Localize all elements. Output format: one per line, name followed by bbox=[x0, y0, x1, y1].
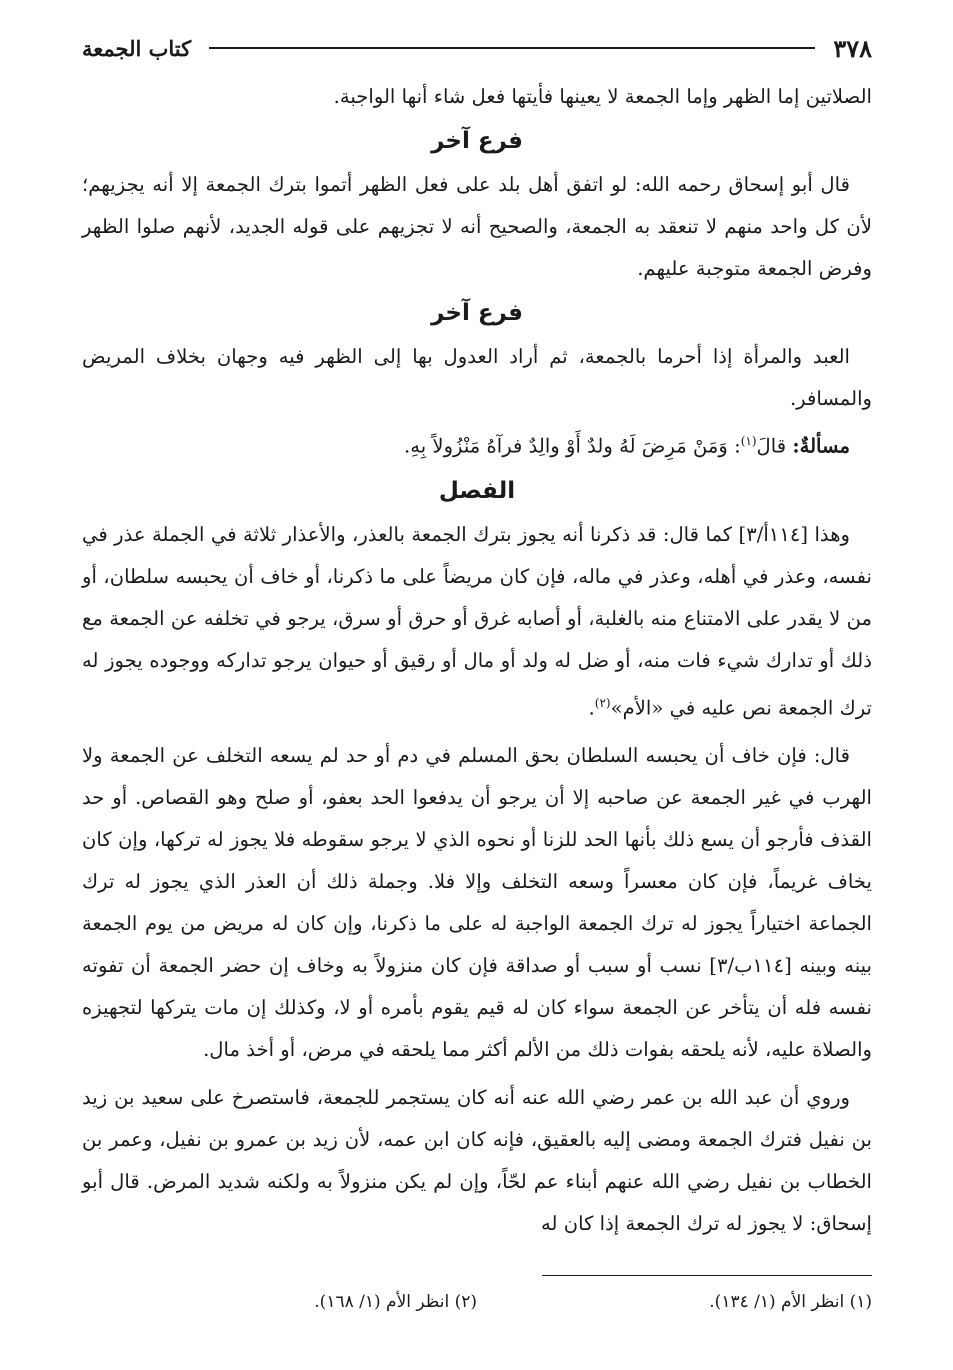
paragraph: العبد والمرأة إذا أحرما بالجمعة، ثم أراد العدول بها إلى الظهر فيه وجهان بخلاف المريض والمسافر. bbox=[82, 345, 872, 410]
masala-paragraph bbox=[82, 420, 872, 468]
paragraph: وروي أن عبد الله بن عمر رضي الله عنه أنه كان يستجمر للجمعة، فاستصرخ على سعيد بن زيد بن نفيل فترك الجمعة ومضى إليه بالعقيق، فإنه كان ابن عمه، لأن زيد بن عمرو بن نفيل، وعمر بن الخطاب بن نفيل رضي الله عنهم أبناء عم لحّاً، وإن لم يكن منزولاً به ولكنه شديد المرض. قال أبو إسحاق: لا يجوز له ترك الجمعة إذا كان له bbox=[82, 1086, 872, 1236]
paragraph: قال: فإن خاف أن يحبسه السلطان بحق المسلم في دم أو حد لم يسعه التخلف عن الجمعة ولا الهرب في غير الجمعة عن صاحبه إلا أن يرجو أن يدفعوا الحد بعفو، أو صلح وهو القصاص. أو حد القذف فأرجو أن يسع ذلك بأنها الحد للزنا أو نحوه الذي لا يرجو سقوطه فلا يجوز له تركها، وإن كان يخاف غريماً، فإن كان معسراً وسعه التخلف وإلا فلا. وجملة ذلك أن العذر الذي يجوز له ترك الجماعة اختياراً يجوز له ترك الجمعة الواجبة له على ما ذكرنا، وإن كان له مريض من يوم الجمعة بينه وبينه [١١٤ب/٣] نسب أو سبب أو صداقة فإن كان منزولاً به وخاف إن حضر الجمعة أن تفوته نفسه فله أن يتأخر عن الجمعة سواء كان له قيم يقوم بأمره أو لا، وكذلك إن مات يتركها لتجهيزه والصلاة عليه، لأنه يلحقه بفوات ذلك من الألم أكثر مما يلحقه في مرض، أو أخذ مال. bbox=[82, 744, 872, 1062]
section-heading: الفصل bbox=[438, 477, 516, 504]
footnotes bbox=[82, 1292, 872, 1312]
footnote-ref: (١) bbox=[740, 434, 757, 448]
page-body bbox=[82, 76, 872, 1245]
paragraph-text: وهذا [١١٤أ/٣] كما قال: قد ذكرنا أنه يجوز بترك الجمعة بالعذر، والأعذار ثلاثة في الجملة عذر في نفسه، وعذر في أهله، وعذر في ماله، فإن كان مريضاً على ما ذكرنا، أو خاف أن يحبسه سلطان، أو من لا يقدر على الامتناع منه بالغلبة، أو أصابه غرق أو حرق أو سرق، يرجو في تخلفه عن الجمعة مع ذلك أو تدارك شيء فات منه، أو ضل له ولد أو مال أو رقيق أو حيوان يرجو تداركه ووجوده يجوز له ترك الجمعة نص عليه في «الأم» bbox=[82, 522, 872, 720]
masala-label: مسألةٌ: bbox=[792, 434, 850, 458]
page-header bbox=[82, 28, 872, 68]
masala-text: : وَمَنْ مَرِضَ لَهُ ولدٌ أَوْ والِدٌ فرآهُ مَنْزُولاً بِهِ. bbox=[403, 434, 741, 458]
book-page bbox=[82, 28, 872, 1348]
paragraph bbox=[82, 514, 872, 730]
footnote: (٢) انظر الأم (١/ ١٦٨). bbox=[314, 1292, 477, 1313]
section-heading: فرع آخر bbox=[431, 128, 523, 154]
header-rule bbox=[209, 47, 815, 49]
paragraph: قال أبو إسحاق رحمه الله: لو اتفق أهل بلد على فعل الظهر أتموا بترك الجمعة إلا أنه يجزيهم؛ لأن كل واحد منهم لا تنعقد به الجمعة، والصحيح أنه لا تجزيهم على قوله الجديد، لأنهم صلوا الظهر وفرض الجمعة متوجبة عليهم. bbox=[82, 173, 872, 280]
footnote-ref: (٢) bbox=[594, 695, 611, 710]
running-title: كتاب الجمعة bbox=[82, 35, 192, 61]
footnote-rule bbox=[542, 1275, 872, 1276]
paragraph: الصلاتين إما الظهر وإما الجمعة لا يعينها فأيتها فعل شاء أنها الواجبة. bbox=[333, 85, 872, 108]
masala-qal: قالَ bbox=[756, 434, 787, 458]
page-number: ٣٧٨ bbox=[833, 33, 872, 63]
paragraph-end: . bbox=[588, 696, 595, 720]
section-heading: فرع آخر bbox=[431, 300, 523, 326]
footnote: (١) انظر الأم (١/ ١٣٤). bbox=[709, 1292, 872, 1313]
